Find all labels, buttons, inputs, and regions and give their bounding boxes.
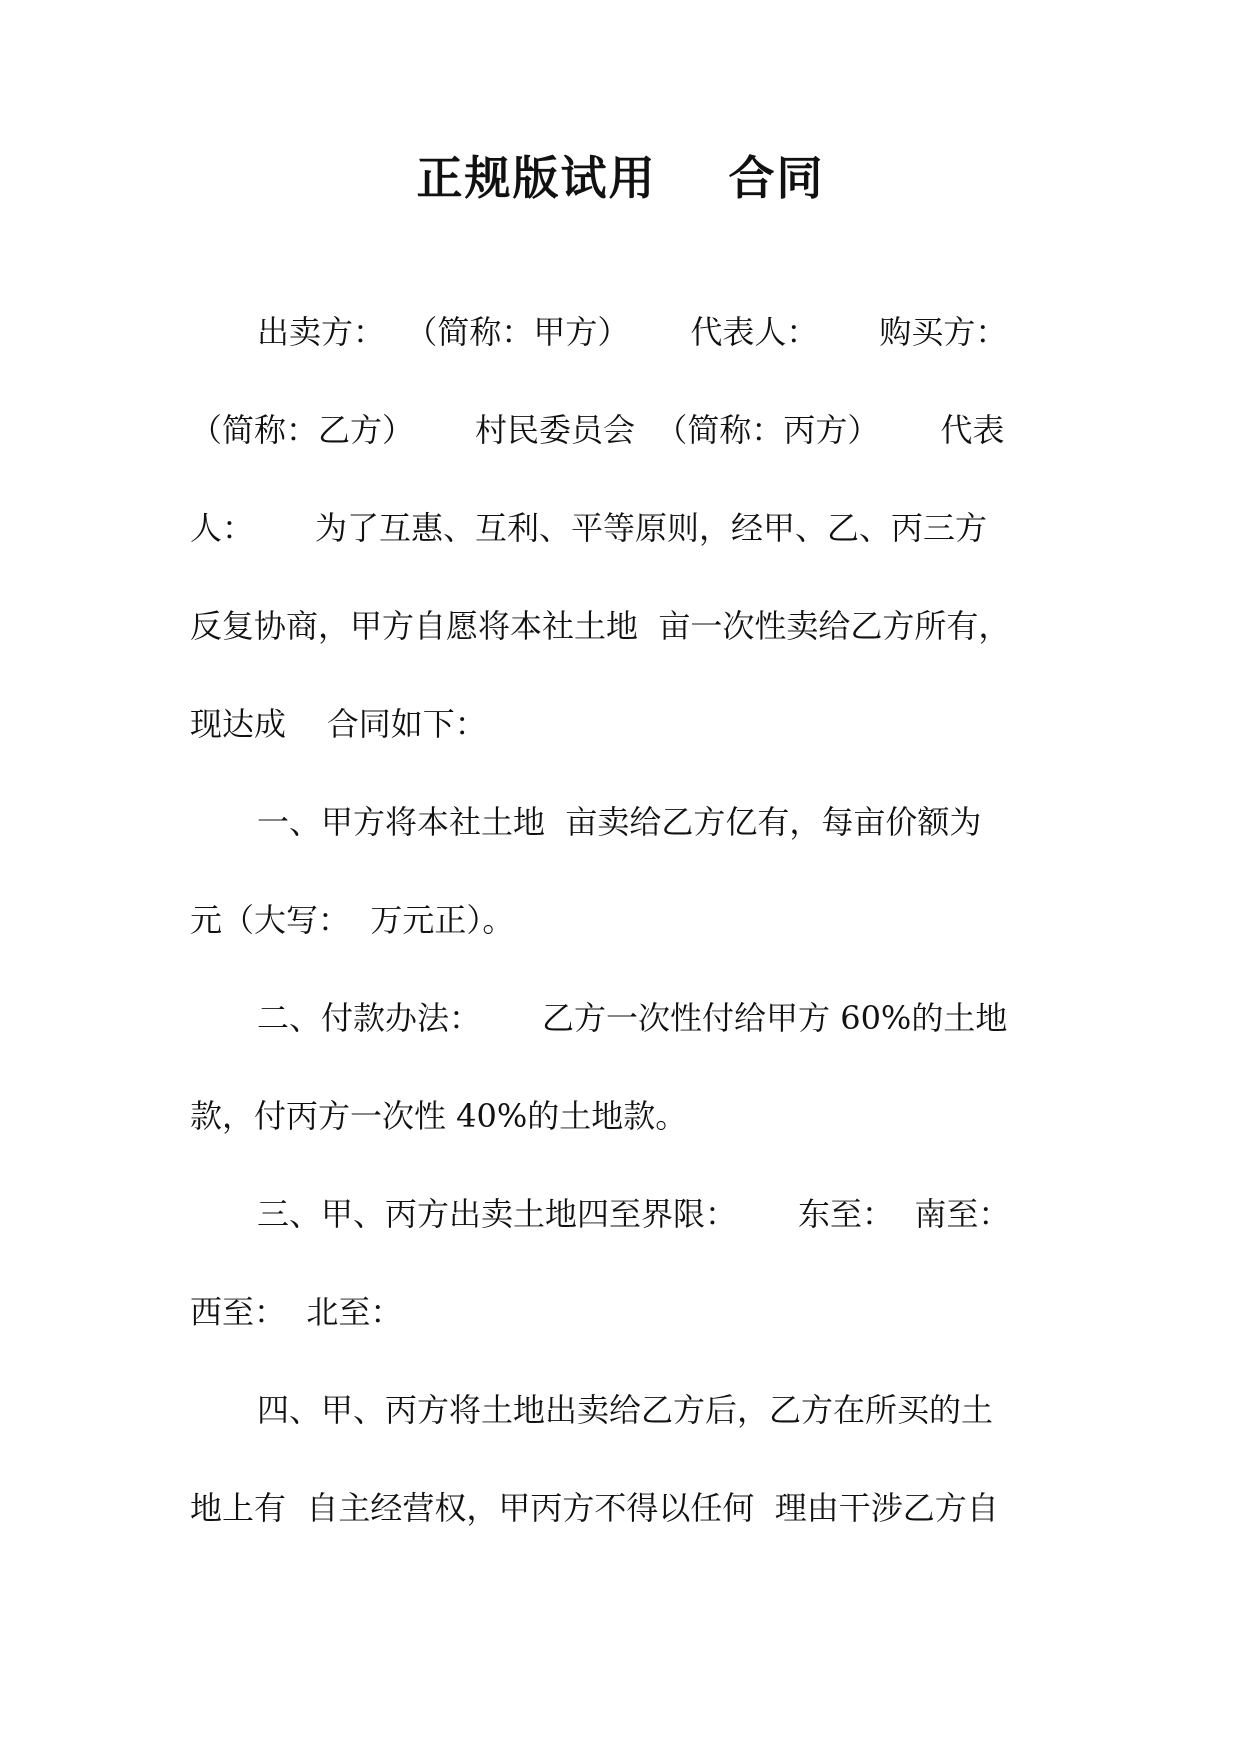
clause-3-line: 三、甲、丙方出卖土地四至界限： 东至： 南至：: [257, 1195, 1011, 1233]
paragraph-line: 反复协商，甲方自愿将本社土地 亩一次性卖给乙方所有，: [190, 607, 1011, 645]
paragraph-line: 出卖方： （简称：甲方） 代表人： 购买方：: [257, 313, 1008, 351]
clause-3-line: 西至： 北至：: [190, 1293, 403, 1331]
clause-2-line: 款，付丙方一次性 40%的土地款。: [190, 1097, 688, 1135]
paragraph-line: 现达成 合同如下：: [190, 705, 487, 743]
clause-4-line: 地上有 自主经营权，甲丙方不得以任何 理由干涉乙方自: [190, 1489, 999, 1527]
clause-1-line: 一、甲方将本社土地 亩卖给乙方亿有，每亩价额为: [257, 803, 982, 841]
clause-1-line: 元（大写： 万元正）。: [190, 901, 515, 939]
clause-2-line: 二、付款办法： 乙方一次性付给甲方 60%的土地: [257, 999, 1008, 1037]
paragraph-line: （简称：乙方） 村民委员会 （简称：丙方） 代表: [190, 411, 1005, 449]
paragraph-line: 人： 为了互惠、互利、平等原则，经甲、乙、丙三方: [190, 509, 988, 547]
document-title: 正规版试用 合同: [416, 151, 825, 205]
clause-4-line: 四、甲、丙方将土地出卖给乙方后，乙方在所买的土: [257, 1391, 994, 1429]
